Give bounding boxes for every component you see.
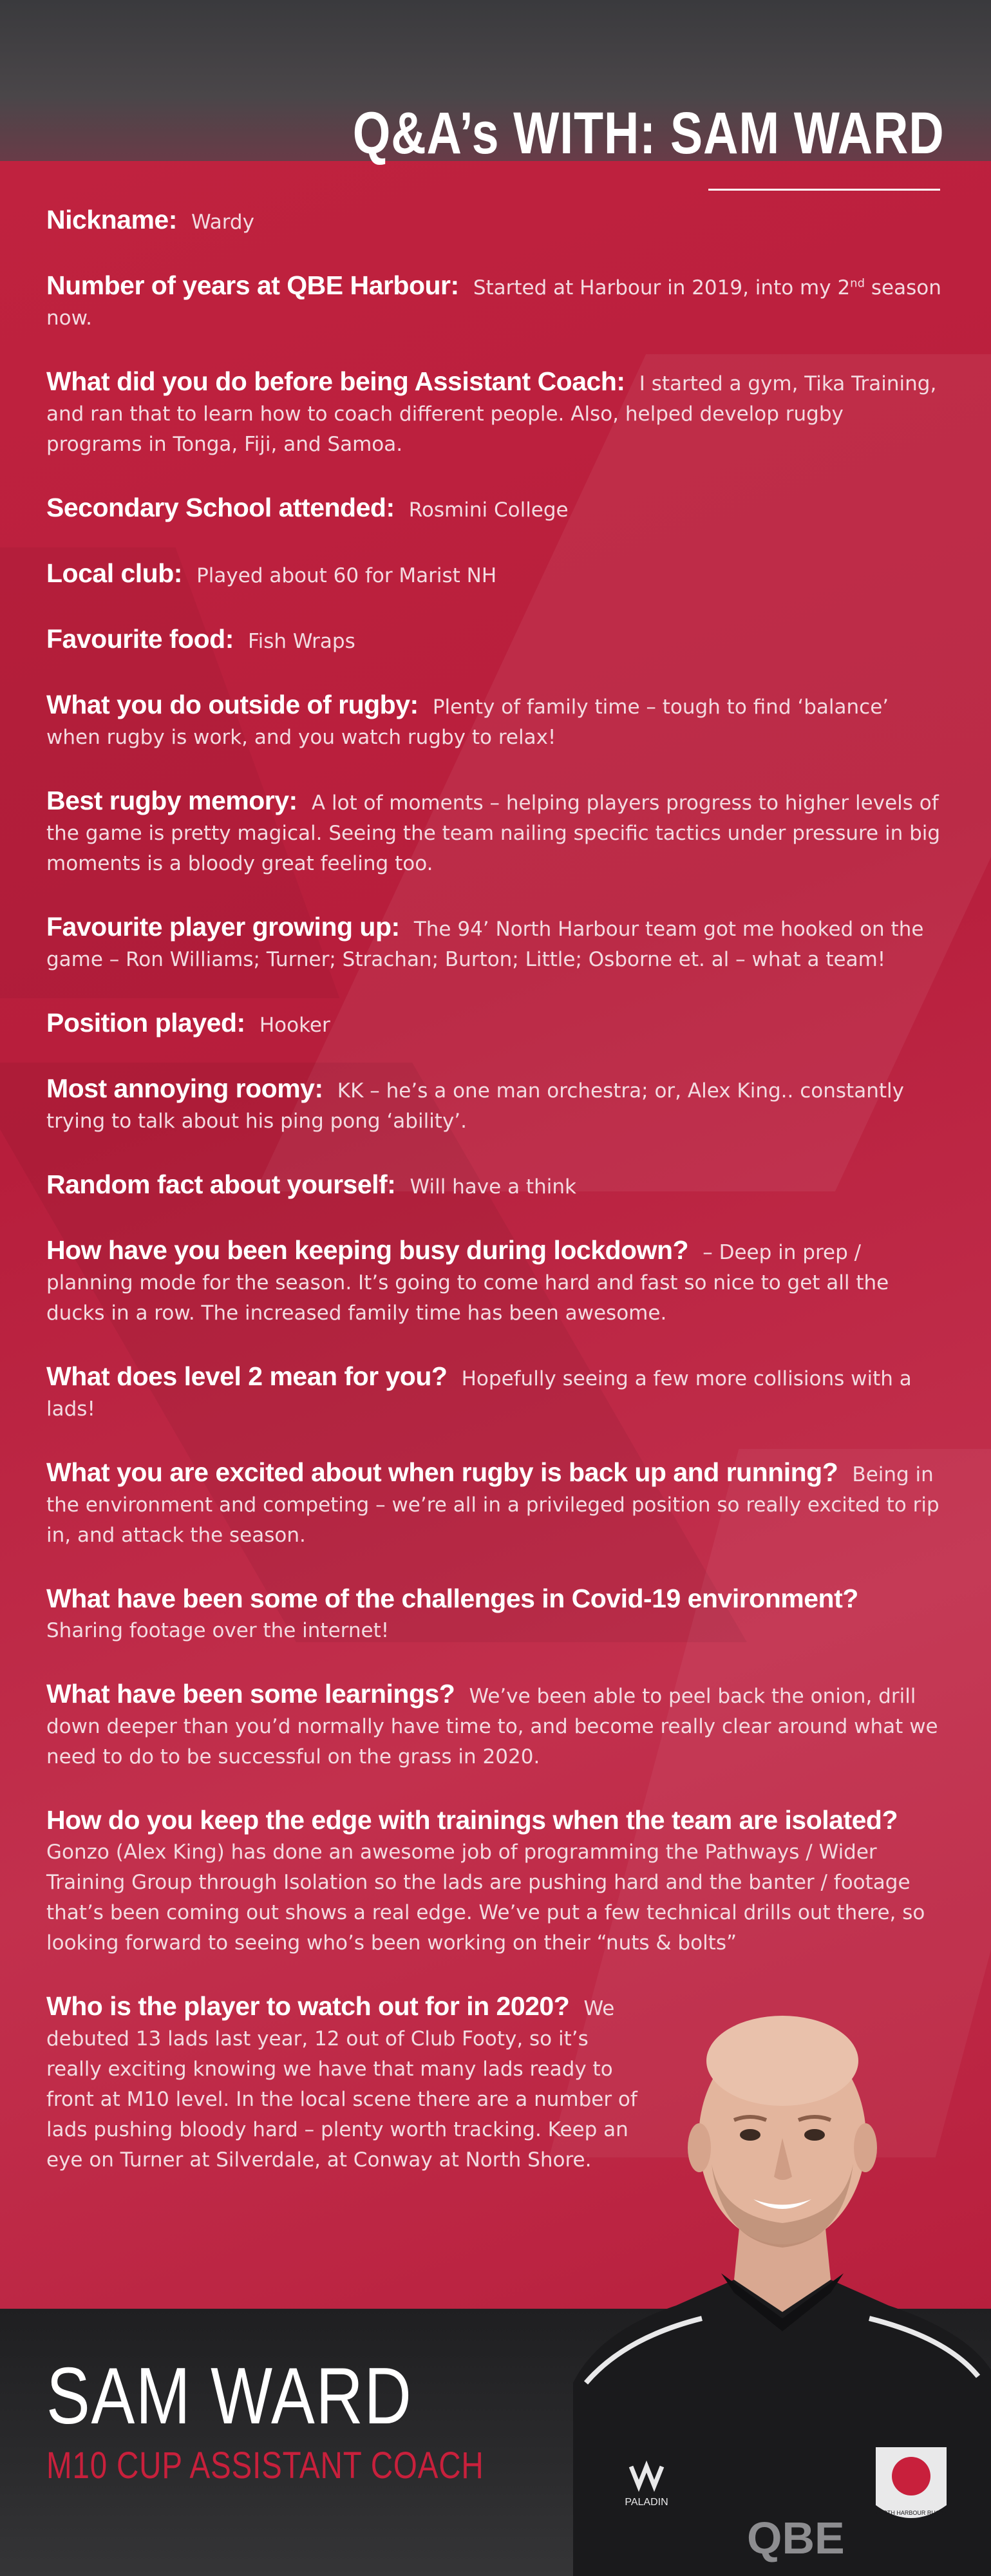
question: How have you been keeping busy during lockdown? — [46, 1235, 689, 1265]
question: What you are excited about when rugby is back up and running? — [46, 1457, 838, 1487]
answer: Rosmini College — [408, 498, 569, 522]
qa-challenges — [46, 1584, 945, 1645]
qa-favourite-food — [46, 624, 945, 656]
answer: A lot of moments – helping players progress to higher levels of the game is pretty magical. Seeing the team nailing specific tactics under pressure in big moments is a bloody great feeling too. — [46, 791, 941, 875]
answer: Sharing footage over the internet! — [46, 1619, 390, 1642]
answer: We’ve been able to peel back the onion, drill down deeper than you’d normally have time to, and become really clear around what we need to do to be successful on the grass in 2020. — [46, 1685, 938, 1768]
answer: Played about 60 for Marist NH — [196, 564, 497, 587]
answer: Hooker — [259, 1014, 330, 1037]
qa-school — [46, 493, 945, 525]
jersey-crest-label: NORTH HARBOUR RUGBY — [874, 2510, 948, 2516]
qa-years — [46, 270, 945, 333]
qa-random-fact — [46, 1170, 945, 1202]
qa-before-coach — [46, 366, 945, 459]
answer: Hopefully seeing a few more collisions with a lads! — [46, 1367, 912, 1421]
qa-excited — [46, 1457, 945, 1550]
question: Random fact about yourself: — [46, 1170, 396, 1199]
question: Most annoying roomy: — [46, 1074, 323, 1103]
qa-best-memory — [46, 786, 945, 878]
jersey-brand: PALADIN — [625, 2497, 668, 2508]
answer: Plenty of family time – tough to find ‘balance’ when rugby is work, and you watch rugby to relax! — [46, 696, 889, 749]
qa-nickname — [46, 205, 945, 237]
qa-level-2 — [46, 1361, 945, 1424]
question: Favourite food: — [46, 624, 234, 654]
coach-portrait — [573, 1971, 991, 2576]
question: What you do outside of rugby: — [46, 690, 419, 719]
qa-local-club — [46, 558, 945, 591]
qa-keep-edge — [46, 1805, 945, 1958]
question: Best rugby memory: — [46, 786, 297, 815]
title-underline — [708, 189, 940, 191]
question: Nickname: — [46, 205, 177, 234]
question: What have been some of the challenges in Covid-19 environment? — [46, 1584, 858, 1613]
coach-role: M10 CUP ASSISTANT COACH — [46, 2445, 484, 2486]
question: What does level 2 mean for you? — [46, 1361, 448, 1391]
qa-learnings — [46, 1679, 945, 1772]
qa-roomy — [46, 1074, 945, 1136]
answer: KK – he’s a one man orchestra; or, Alex King.. constantly trying to talk about his ping pong ‘ability’. — [46, 1079, 904, 1133]
page-title: Q&A’s WITH: SAM WARD — [353, 100, 945, 166]
answer: Gonzo (Alex King) has done an awesome job of programming the Pathways / Wider Training Group through Isolation so the lads are pushing hard and the banter / footage that’s been coming out shows a real edge. We’ve put a few technical drills out there, so looking forward to seeing who’s been working on their “nuts & bolts” — [46, 1841, 925, 1955]
answer: The 94’ North Harbour team got me hooked on the game – Ron Williams; Turner; Strachan; Burton; Little; Osborne et. al – what a team! — [46, 918, 924, 971]
question: Number of years at QBE Harbour: — [46, 270, 459, 300]
question: What have been some learnings? — [46, 1679, 455, 1709]
question: Secondary School attended: — [46, 493, 395, 522]
qa-outside-rugby — [46, 690, 945, 752]
qa-position — [46, 1008, 945, 1040]
answer: I started a gym, Tika Training, and ran that to learn how to coach different people. Also, helped develop rugby programs in Tonga, Fiji, and Samoa. — [46, 372, 937, 456]
qa-favourite-player — [46, 912, 945, 974]
answer: Wardy — [191, 211, 254, 234]
qa-list — [46, 205, 945, 2208]
qa-lockdown — [46, 1235, 945, 1328]
jersey-sponsor: QBE — [747, 2513, 845, 2563]
answer: Will have a think — [410, 1175, 576, 1198]
answer: Fish Wraps — [248, 630, 355, 653]
question: What did you do before being Assistant Coach: — [46, 366, 625, 396]
coach-name: SAM WARD — [46, 2352, 413, 2441]
question: Position played: — [46, 1008, 245, 1037]
answer-part: season now. — [46, 276, 941, 330]
answer: We debuted 13 lads last year, 12 out of Club Footy, so it’s really exciting knowing we have that many lads ready to front at M10 level. In the local scene there are a number of lads pushing bloody hard – plenty worth tracking. Keep an eye on Turner at Silverdale, at Conway at North Shore. — [46, 1997, 637, 2172]
question: Favourite player growing up: — [46, 912, 400, 942]
question: Who is the player to watch out for in 2020? — [46, 1991, 570, 2021]
qa-player-to-watch — [46, 1991, 645, 2175]
answer: Being in the environment and competing – we’re all in a privileged position so really excited to rip in, and attack the season. — [46, 1463, 939, 1547]
answer-superscript: nd — [850, 276, 865, 290]
question: How do you keep the edge with trainings when the team are isolated? — [46, 1805, 898, 1835]
answer-part: Started at Harbour in 2019, into my 2 — [473, 276, 851, 299]
answer: – Deep in prep / planning mode for the season. It’s going to come hard and fast so nice to get all the ducks in a row. The increased family time has been awesome. — [46, 1241, 889, 1325]
question: Local club: — [46, 558, 182, 588]
